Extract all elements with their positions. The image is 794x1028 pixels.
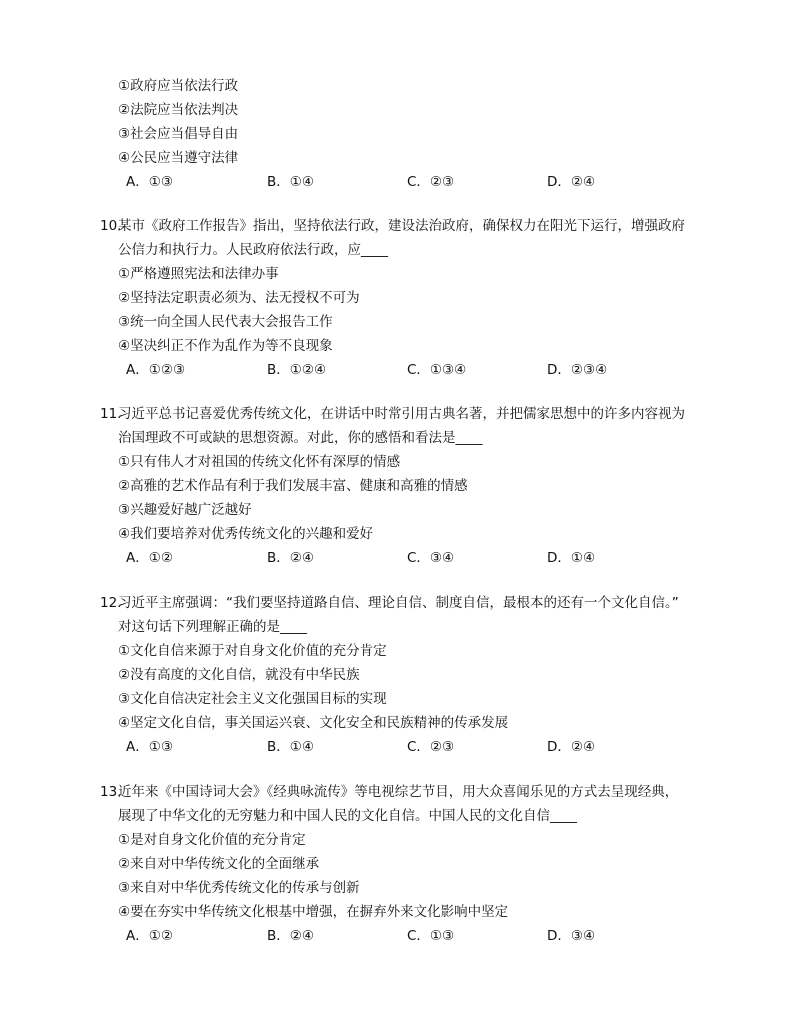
option-c[interactable]: C．①③④ — [407, 362, 467, 378]
option-c[interactable]: C．①③ — [407, 928, 455, 944]
option-b[interactable]: B．①④ — [267, 739, 314, 755]
statement: ④坚决纠正不作为乱作为等不良现象 — [118, 338, 333, 354]
answer-options — [126, 548, 646, 568]
question-10-stem — [100, 216, 710, 236]
statement: ④坚定文化自信，事关国运兴衰、文化安全和民族精神的传承发展 — [118, 715, 509, 731]
statement: ③统一向全国人民代表大会报告工作 — [118, 314, 333, 330]
statement: ②没有高度的文化自信，就没有中华民族 — [118, 667, 360, 683]
option-b[interactable]: B．①④ — [267, 174, 314, 190]
answer-options — [126, 172, 646, 192]
question-number: 11. — [100, 406, 122, 422]
answer-options — [126, 360, 646, 380]
option-a[interactable]: A．①③ — [126, 739, 173, 755]
question-11-stem — [100, 404, 710, 424]
option-a[interactable]: A．①②③ — [126, 362, 186, 378]
statement: ③社会应当倡导自由 — [118, 126, 239, 142]
question-number: 10. — [100, 218, 122, 234]
question-text: 近年来《中国诗词大会》《经典咏流传》等电视综艺节目，用大众喜闻乐见的方式去呈现经典， — [118, 784, 679, 800]
statement: ①严格遵照宪法和法律办事 — [118, 266, 279, 282]
option-b[interactable]: B．①②④ — [267, 362, 327, 378]
statement: ④公民应当遵守法律 — [118, 150, 239, 166]
question-text: 对这句话下列理解正确的是____ — [118, 619, 307, 635]
question-text: 公信力和执行力。人民政府依法行政，应____ — [118, 242, 388, 258]
option-d[interactable]: D．②④ — [547, 739, 596, 755]
question-text: 治国理政不可或缺的思想资源。对此，你的感悟和看法是____ — [118, 430, 483, 446]
answer-options — [126, 737, 646, 757]
statement: ②法院应当依法判决 — [118, 102, 239, 118]
statement: ④要在夯实中华传统文化根基中增强，在摒弃外来文化影响中坚定 — [118, 904, 509, 920]
question-text: 习近平总书记喜爱优秀传统文化，在讲话中时常引用古典名著，并把儒家思想中的许多内容视为 — [118, 406, 685, 422]
answer-options — [126, 926, 646, 946]
option-d[interactable]: D．③④ — [547, 928, 596, 944]
statement: ①文化自信来源于对自身文化价值的充分肯定 — [118, 643, 387, 659]
option-a[interactable]: A．①② — [126, 550, 173, 566]
statement: ①只有伟人才对祖国的传统文化怀有深厚的情感 — [118, 454, 401, 470]
statement: ①是对自身文化价值的充分肯定 — [118, 832, 306, 848]
statement: ④我们要培养对优秀传统文化的兴趣和爱好 — [118, 526, 374, 542]
question-text: 展现了中华文化的无穷魅力和中国人民的文化自信。中国人民的文化自信____ — [118, 808, 577, 824]
statement: ①政府应当依法行政 — [118, 78, 239, 94]
statement: ③来自对中华优秀传统文化的传承与创新 — [118, 880, 360, 896]
statement: ②高雅的艺术作品有利于我们发展丰富、健康和高雅的情感 — [118, 478, 468, 494]
statement: ③兴趣爱好越广泛越好 — [118, 502, 252, 518]
option-d[interactable]: D．①④ — [547, 550, 596, 566]
option-b[interactable]: B．②④ — [267, 928, 314, 944]
question-number: 13. — [100, 784, 122, 800]
question-13-stem — [100, 782, 710, 802]
question-text: 习近平主席强调：“我们要坚持道路自信、理论自信、制度自信，最根本的还有一个文化自信。” — [118, 595, 679, 611]
statement: ②来自对中华传统文化的全面继承 — [118, 856, 320, 872]
question-text: 某市《政府工作报告》指出，坚持依法行政，建设法治政府，确保权力在阳光下运行，增强政府 — [118, 218, 685, 234]
option-d[interactable]: D．②③④ — [547, 362, 608, 378]
question-number: 12. — [100, 595, 122, 611]
option-c[interactable]: C．②③ — [407, 739, 455, 755]
option-b[interactable]: B．②④ — [267, 550, 314, 566]
option-c[interactable]: C．③④ — [407, 550, 455, 566]
option-a[interactable]: A．①③ — [126, 174, 173, 190]
statement: ②坚持法定职责必须为、法无授权不可为 — [118, 290, 360, 306]
option-a[interactable]: A．①② — [126, 928, 173, 944]
statement: ③文化自信决定社会主义文化强国目标的实现 — [118, 691, 387, 707]
option-c[interactable]: C．②③ — [407, 174, 455, 190]
option-d[interactable]: D．②④ — [547, 174, 596, 190]
question-12-stem — [100, 593, 710, 613]
